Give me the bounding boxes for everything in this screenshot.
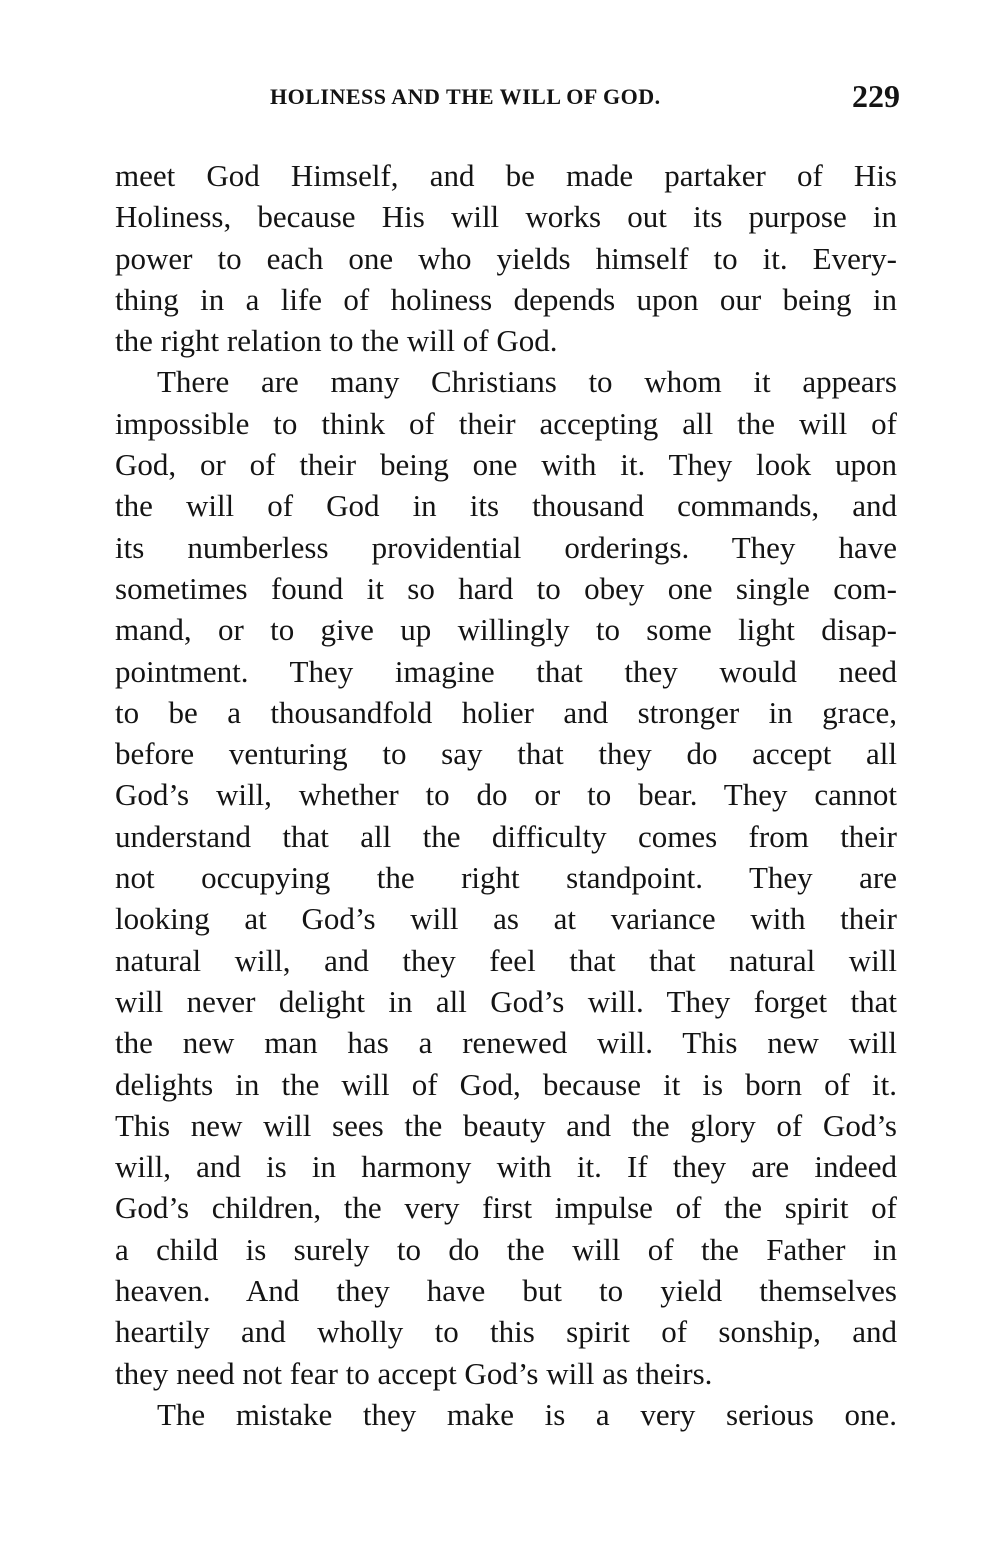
text-line: the will of God in its thousand commands, and xyxy=(115,488,897,524)
text-line: The mistake they make is a very serious one. xyxy=(157,1396,897,1432)
text-line: will never delight in all God’s will. They forget that xyxy=(115,983,897,1019)
text-line: impossible to think of their accepting all the will of xyxy=(115,405,897,441)
text-line: the right relation to the will of God. xyxy=(115,323,558,359)
text-line: God’s children, the very first impulse of the spirit of xyxy=(115,1190,897,1226)
text-line: mand, or to give up willingly to some light disap- xyxy=(115,612,897,648)
text-line: not occupying the right standpoint. They are xyxy=(115,860,897,896)
running-title: HOLINESS AND THE WILL OF GOD. xyxy=(270,84,661,109)
page-number: 229 xyxy=(852,78,900,114)
body-text xyxy=(115,155,897,1435)
text-line: Holiness, because His will works out its purpose in xyxy=(115,199,897,235)
text-line: This new will sees the beauty and the glory of God’s xyxy=(115,1107,897,1143)
text-line: meet God Himself, and be made partaker of His xyxy=(115,158,897,193)
text-line: power to each one who yields himself to it. Every- xyxy=(115,240,897,276)
text-line: looking at God’s will as at variance with their xyxy=(115,901,897,937)
text-line: natural will, and they feel that that natural will xyxy=(115,942,897,978)
text-line: heartily and wholly to this spirit of sonship, and xyxy=(115,1314,897,1350)
text-line: will, and is in harmony with it. If they are indeed xyxy=(115,1149,897,1185)
text-line: the new man has a renewed will. This new will xyxy=(115,1025,897,1061)
text-line: they need not fear to accept God’s will as theirs. xyxy=(115,1355,713,1391)
text-line: delights in the will of God, because it is born of it. xyxy=(115,1066,897,1102)
text-line: heaven. And they have but to yield themselves xyxy=(115,1273,897,1309)
text-line: understand that all the difficulty comes from their xyxy=(115,818,897,854)
text-line: God’s will, whether to do or to bear. They cannot xyxy=(115,777,897,813)
text-line: to be a thousandfold holier and stronger in grace, xyxy=(115,694,897,730)
text-line: God, or of their being one with it. They look upon xyxy=(115,447,897,483)
text-line: a child is surely to do the will of the Father in xyxy=(115,1231,897,1267)
text-line: sometimes found it so hard to obey one single com- xyxy=(115,570,897,606)
text-line: thing in a life of holiness depends upon our being in xyxy=(115,281,897,317)
text-line: There are many Christians to whom it appears xyxy=(157,364,897,400)
running-head xyxy=(115,78,900,118)
paragraph xyxy=(115,361,897,1393)
paragraph xyxy=(115,1394,897,1435)
paragraph xyxy=(115,155,897,361)
text-line: pointment. They imagine that they would need xyxy=(115,653,897,689)
text-line: its numberless providential orderings. They have xyxy=(115,529,897,565)
text-line: before venturing to say that they do accept all xyxy=(115,736,897,772)
